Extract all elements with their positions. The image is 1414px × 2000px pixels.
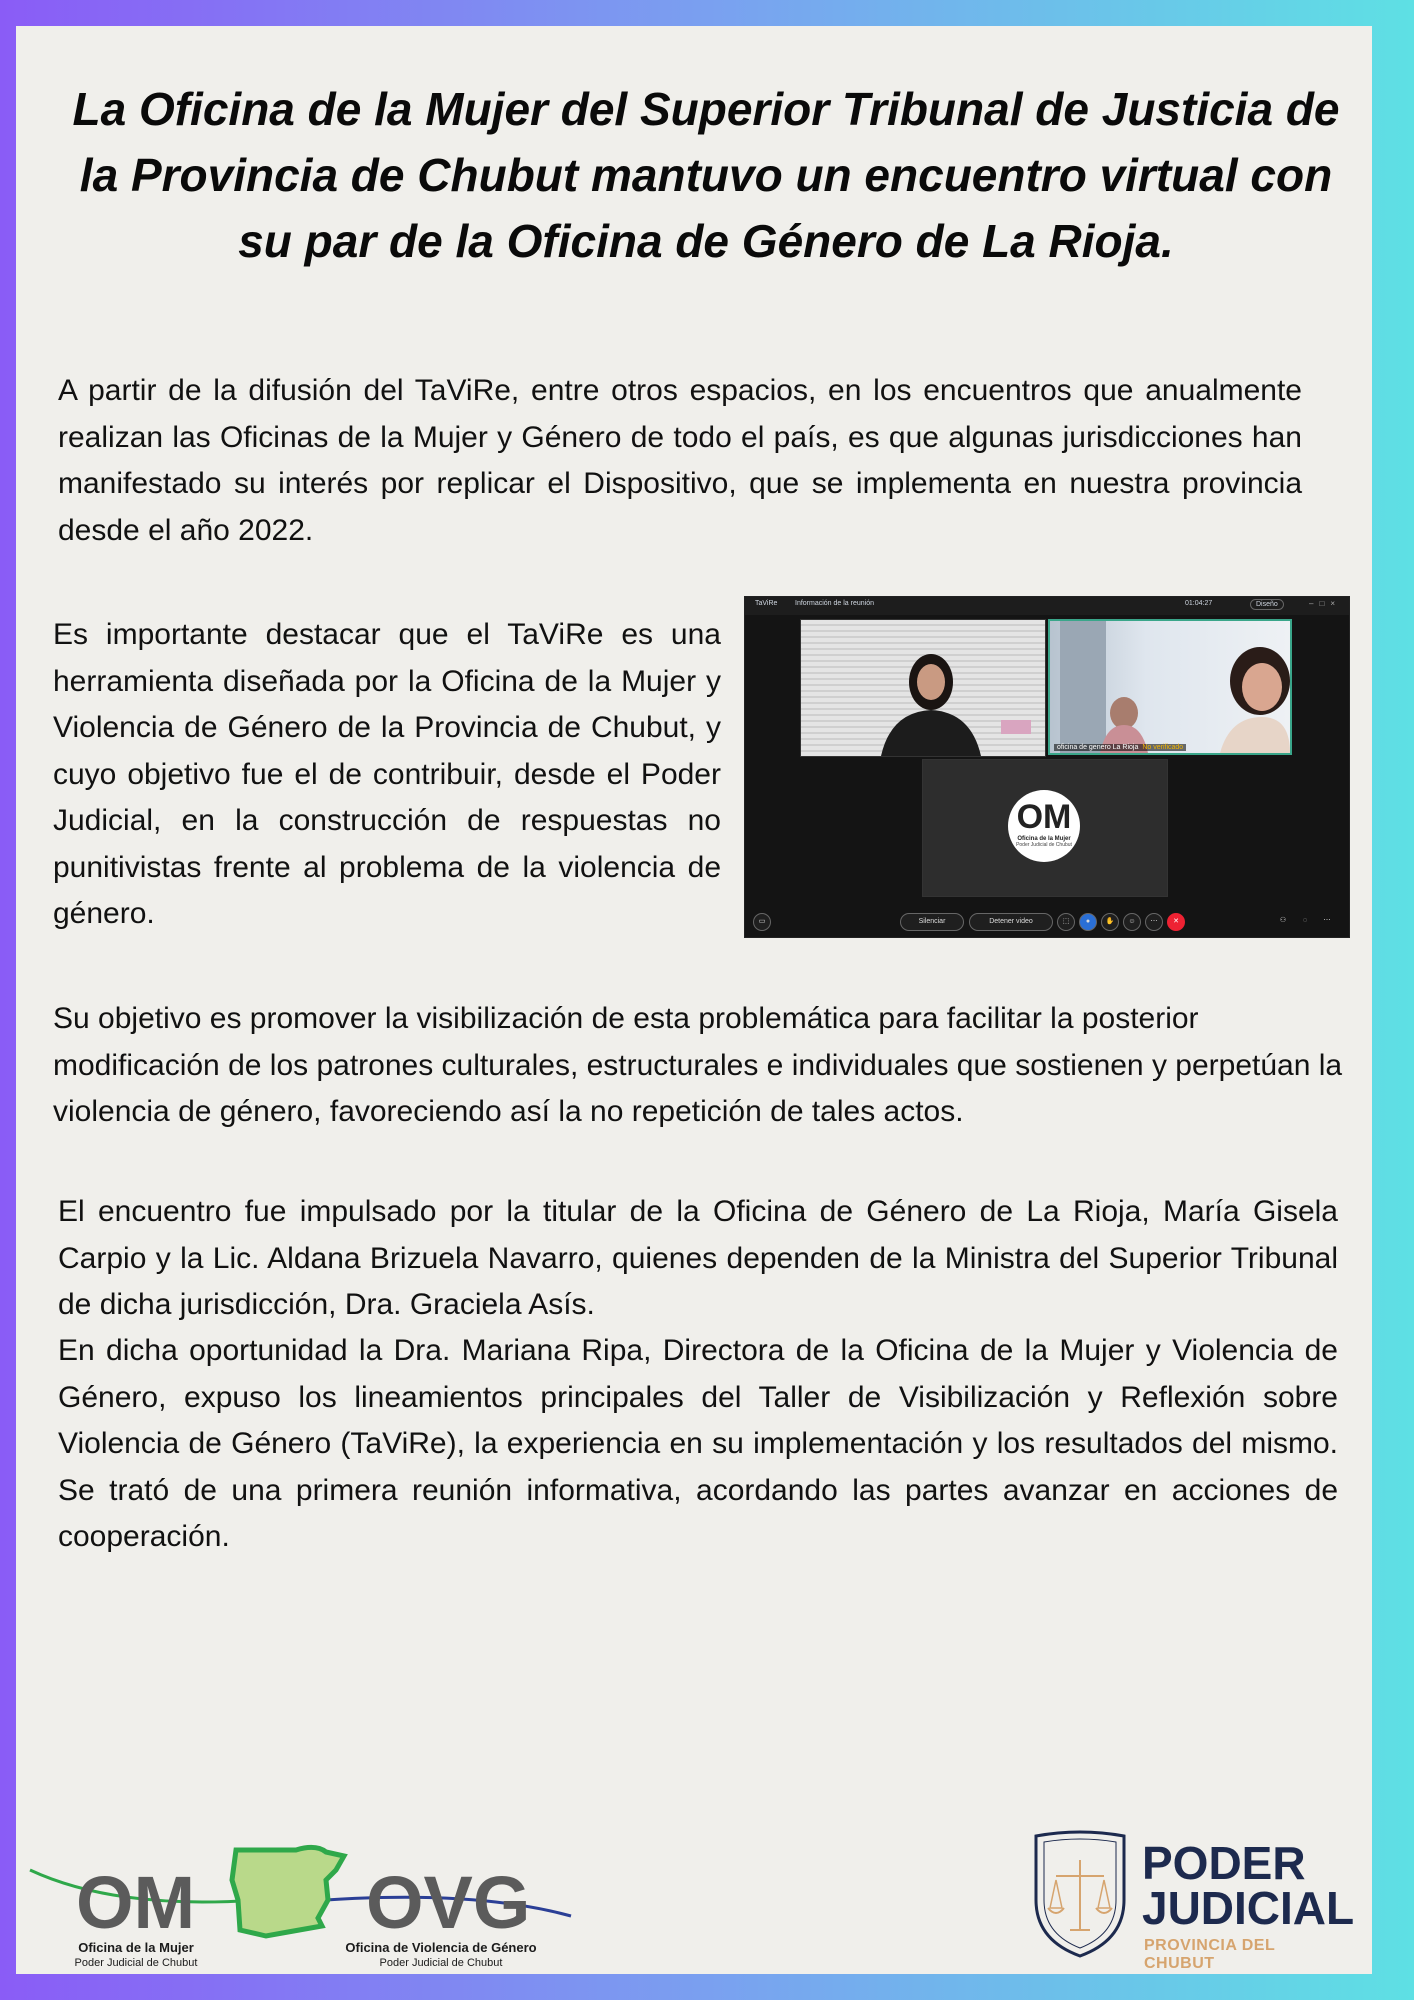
more-options-icon: ⋯ xyxy=(1145,913,1163,931)
om-ovg-logo-art xyxy=(26,1840,586,1950)
paragraph-3: Su objetivo es promover la visibilización de esta problemática para facilitar la posterior modificación de los patrones culturales, estructurales e individuales que sostienen y perpetúan la violencia de género, favoreciendo así la no repetición de tales actos. xyxy=(53,1002,1343,1128)
window-controls-icon: –□× xyxy=(1309,599,1341,608)
video-call-screenshot xyxy=(744,596,1350,938)
om-avatar-logo xyxy=(1008,790,1080,862)
call-elapsed-time: 01:04:27 xyxy=(1185,600,1213,607)
mute-button: Silenciar xyxy=(900,913,964,931)
participant-tile-2 xyxy=(1048,619,1292,755)
om-caption: Oficina de la Mujer xyxy=(78,1940,194,1955)
paragraph-5: En dicha oportunidad la Dra. Mariana Ripa, Directora de la Oficina de la Mujer y Violencia de Género, expuso los lineamientos principales del Taller de Visibilización y Reflexión sobre Violencia de Género (TaViRe), la experiencia en su implementación y los resultados del mismo. Se trató de una primera reunión informativa, acordando las partes avanzar en acciones de cooperación. xyxy=(58,1334,1338,1553)
paragraph-1: A partir de la difusión del TaViRe, entre otros espacios, en los encuentros que anualmente realizan las Oficinas de la Mujer y Género de todo el país, es que algunas jurisdicciones han manifestado su interés por replicar el Dispositivo, que se implementa en nuestra provincia desde el año 2022. xyxy=(58,374,1302,547)
om-ovg-logo xyxy=(26,1840,586,1980)
apps-icon: ● xyxy=(1079,913,1097,931)
participant-tile-3 xyxy=(922,759,1168,897)
om-avatar-subcaption: Poder Judicial de Chubut xyxy=(1016,842,1072,848)
paragraph-4: El encuentro fue impulsado por la titular de la Oficina de Género de La Rioja, María Gisela Carpio y la Lic. Aldana Brizuela Navarro, quienes dependen de la Ministra del Superior Tribunal de dicha jurisdicción, Dra. Graciela Asís. xyxy=(58,1195,1338,1321)
paragraph-2: Es importante destacar que el TaViRe es una herramienta diseñada por la Oficina de la Mujer y Violencia de Género de la Provincia de Chubut, y cuyo objetivo fue el de contribuir, desde el Poder Judicial, en la construcción de respuestas no punitivistas frente al problema de la violencia de género. xyxy=(53,618,721,930)
om-avatar-initials: OM xyxy=(1016,798,1072,836)
poder-judicial-logo xyxy=(1030,1830,1355,1972)
overflow-icon: ⋯ xyxy=(1323,917,1331,924)
pj-line-1: PODER xyxy=(1142,1837,1306,1889)
ovg-subcaption: Poder Judicial de Chubut xyxy=(379,1957,503,1969)
unverified-badge: No verificado xyxy=(1142,744,1184,751)
call-app-name: TaViRe xyxy=(755,600,778,607)
chat-icon: ▭ xyxy=(753,913,771,931)
messages-icon: ◌ xyxy=(1302,917,1308,924)
participants-icon: ⚇ xyxy=(1279,917,1287,924)
participant-woman-icon xyxy=(801,620,1045,756)
participant-name-label: oficina de genero La Rioja No verificado xyxy=(1054,744,1186,751)
meeting-info-link: Información de la reunión xyxy=(795,600,874,607)
om-subcaption: Poder Judicial de Chubut xyxy=(74,1957,198,1969)
pj-line-2: JUDICIAL xyxy=(1142,1882,1355,1934)
document-page xyxy=(16,26,1372,1974)
raise-hand-icon: ✋ xyxy=(1101,913,1119,931)
share-icon: ⬚ xyxy=(1057,913,1075,931)
reactions-icon: ☺ xyxy=(1123,913,1141,931)
call-control-bar xyxy=(745,907,1349,937)
participant-tile-1 xyxy=(800,619,1046,757)
pj-line-3: PROVINCIA DEL CHUBUT xyxy=(1144,1937,1275,1972)
om-initials: OM xyxy=(76,1861,196,1944)
stop-video-button: Detener video xyxy=(969,913,1053,931)
om-avatar-caption: Oficina de la Mujer xyxy=(1017,836,1071,842)
layout-button: Diseño xyxy=(1250,599,1284,610)
call-title-bar xyxy=(745,597,1349,615)
participant-women-icon xyxy=(1050,621,1290,753)
page-title: La Oficina de la Mujer del Superior Tribunal de Justicia de la Provincia de Chubut mantuvo un encuentro virtual con su par de la Oficina de Género de La Rioja. xyxy=(72,83,1340,267)
ovg-caption: Oficina de Violencia de Género xyxy=(345,1940,537,1955)
end-call-icon: ✕ xyxy=(1167,913,1185,931)
shield-scales-icon xyxy=(1030,1830,1130,1960)
ovg-initials: OVG xyxy=(366,1861,531,1944)
chubut-map-icon xyxy=(232,1847,344,1936)
